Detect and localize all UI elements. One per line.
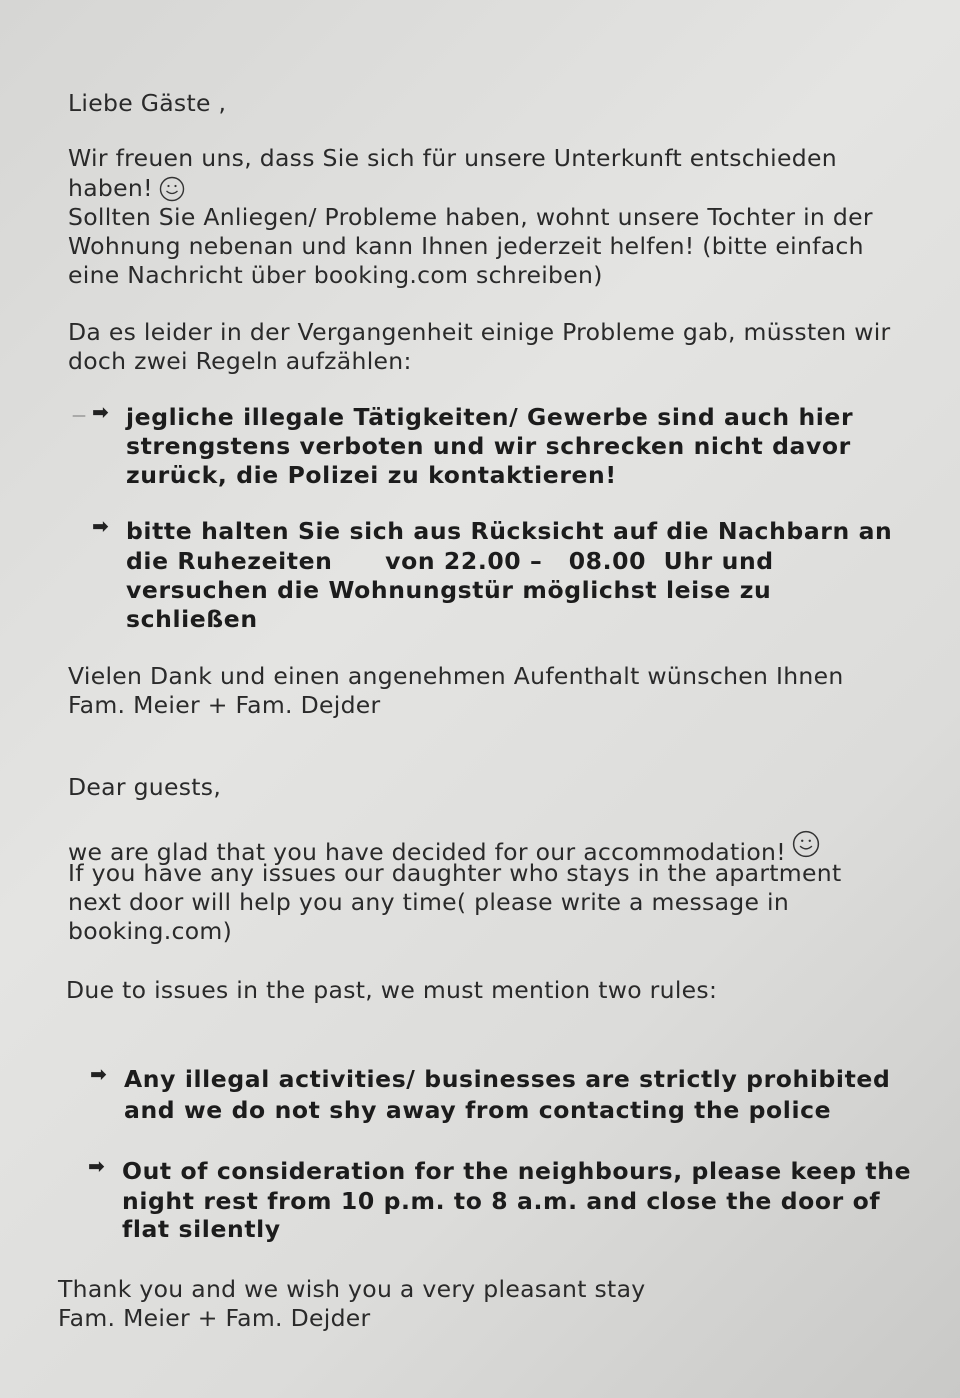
rule-1-en-line-1: Any illegal activities/ businesses are strictly prohibited <box>124 1065 891 1093</box>
issues-en-line-3: booking.com) <box>68 917 233 945</box>
greeting-en: Dear guests, <box>68 773 222 801</box>
signature-de: Fam. Meier + Fam. Dejder <box>68 691 381 719</box>
closing-en-line-1: Thank you and we wish you a very pleasant stay <box>58 1275 646 1303</box>
intro-de-line-2-text: haben! <box>68 174 153 202</box>
arrow-right-icon: ➡ <box>92 400 109 424</box>
intro-de-line-1: Wir freuen uns, dass Sie sich für unsere Unterkunft entschieden <box>68 144 837 172</box>
arrow-right-icon: ➡ <box>92 514 109 538</box>
rule-1-en-line-2: and we do not shy away from contacting the police <box>124 1096 832 1124</box>
rules-intro-de-line-1: Da es leider in der Vergangenheit einige Probleme gab, müssten wir <box>68 318 891 346</box>
intro-en-text: we are glad that you have decided for our accommodation! <box>68 838 786 866</box>
rules-intro-en: Due to issues in the past, we must mention two rules: <box>66 976 718 1004</box>
rules-intro-de-line-2: doch zwei Regeln aufzählen: <box>68 347 412 375</box>
rule-2-de-line-2: die Ruhezeiten von 22.00 – 08.00 Uhr und <box>126 547 774 575</box>
greeting-de: Liebe Gäste , <box>68 89 227 117</box>
rule-2-en-line-2: night rest from 10 p.m. to 8 a.m. and close the door of <box>122 1187 881 1215</box>
issues-de-line-2: Wohnung nebenan und kann Ihnen jederzeit helfen! (bitte einfach <box>68 232 864 260</box>
issues-de-line-3: eine Nachricht über booking.com schreiben) <box>68 261 603 289</box>
signature-en: Fam. Meier + Fam. Dejder <box>58 1304 371 1332</box>
closing-de-line-1: Vielen Dank und einen angenehmen Aufenthalt wünschen Ihnen <box>68 662 844 690</box>
rule-2-de-line-1: bitte halten Sie sich aus Rücksicht auf die Nachbarn an <box>126 517 893 545</box>
rule-2-de-line-4: schließen <box>126 605 258 633</box>
rule-1-de-line-2: strengstens verboten und wir schrecken nicht davor <box>126 432 851 460</box>
rule-1-de-line-3: zurück, die Polizei zu kontaktieren! <box>126 461 617 489</box>
rule-2-en-line-3: flat silently <box>122 1215 281 1243</box>
issues-en-line-2: next door will help you any time( please write a message in <box>68 888 790 916</box>
arrow-right-icon: ➡ <box>88 1154 105 1178</box>
issues-en-line-1: If you have any issues our daughter who stays in the apartment <box>68 859 842 887</box>
dash-mark: — <box>72 408 86 424</box>
rule-2-de-line-3: versuchen die Wohnungstür möglichst leise zu <box>126 576 772 604</box>
rule-2-en-line-1: Out of consideration for the neighbours, please keep the <box>122 1157 912 1185</box>
arrow-right-icon: ➡ <box>90 1062 107 1086</box>
issues-de-line-1: Sollten Sie Anliegen/ Probleme haben, wohnt unsere Tochter in der <box>68 203 873 231</box>
rule-1-de-line-1: jegliche illegale Tätigkeiten/ Gewerbe sind auch hier <box>126 403 854 431</box>
